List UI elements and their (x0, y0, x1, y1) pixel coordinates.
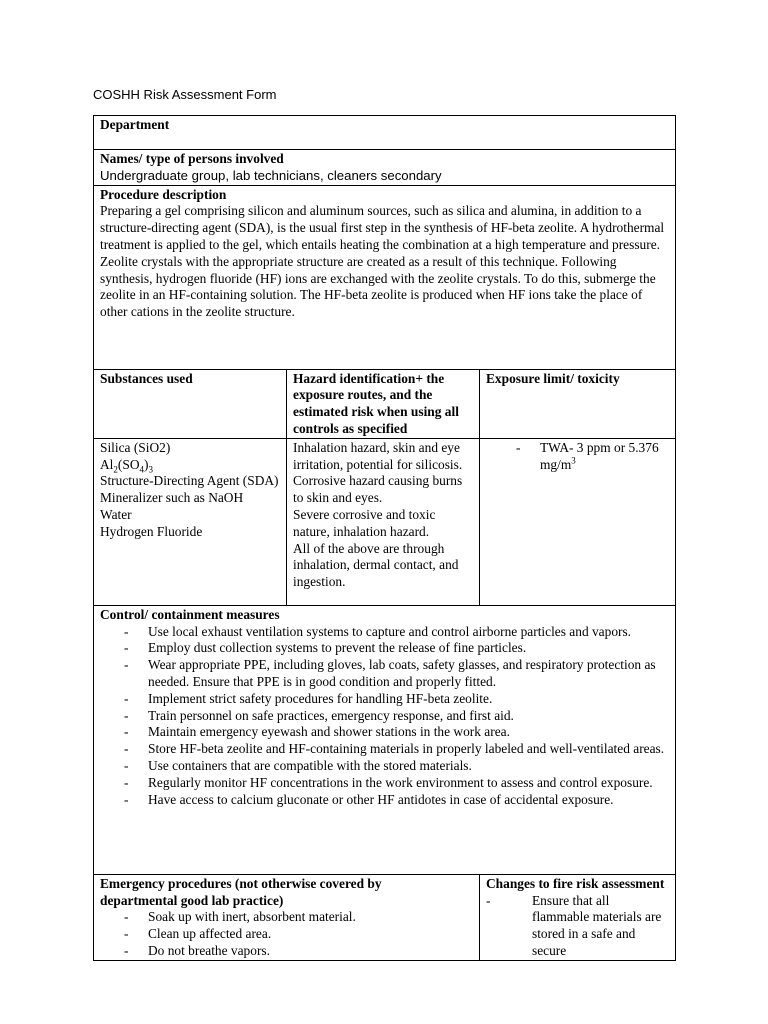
emergency-item: - Do not breathe vapors. (124, 943, 473, 960)
department-label: Department (100, 117, 170, 132)
emergency-label: Emergency procedures (not otherwise covered by departmental good lab practice) (100, 875, 382, 908)
control-item: - Maintain emergency eyewash and shower stations in the work area. (124, 724, 669, 741)
control-item: - Use local exhaust ventilation systems to capture and control airborne particles and vapors. (124, 624, 669, 641)
procedure-cell (94, 185, 676, 369)
control-item: - Have access to calcium gluconate or other HF antidotes in case of accidental exposure. (124, 792, 669, 809)
control-item: - Regularly monitor HF concentrations in the work environment to assess and control exposure. (124, 775, 669, 792)
substance-aluminium-sulfate (100, 457, 280, 474)
page-title: COSHH Risk Assessment Form (93, 87, 277, 102)
emergency-item: - Soak up with inert, absorbent material. (124, 909, 473, 926)
exposure-twa: TWA- 3 ppm or 5.376 mg/m (540, 439, 659, 472)
alum-sub-4: 4 (139, 464, 144, 475)
controls-cell (94, 605, 676, 874)
controls-label: Control/ containment measures (100, 606, 280, 622)
hazard-item: Corrosive hazard causing burns to skin and eyes. (293, 473, 463, 506)
emergency-list (100, 909, 473, 959)
hazard-item: Severe corrosive and toxic nature, inhalation hazard. (293, 506, 436, 539)
fire-label: Changes to fire risk assessment (486, 875, 665, 891)
hazard-item: Inhalation hazard, skin and eye irritation, potential for silicosis. (293, 439, 463, 472)
control-item: - Employ dust collection systems to prevent the release of fine particles. (124, 640, 669, 657)
substances-header: Substances used (94, 369, 287, 438)
alum-base: Al (100, 456, 114, 472)
control-item: - Implement strict safety procedures for handling HF-beta zeolite. (124, 691, 669, 708)
department-row (94, 116, 676, 150)
emergency-item: - Clean up affected area. (124, 926, 473, 943)
substances-cell (94, 438, 287, 605)
substance-water: Water (100, 506, 132, 522)
exposure-sup: 3 (571, 455, 576, 466)
persons-value: Undergraduate group, lab technicians, cleaners secondary (100, 167, 442, 183)
procedure-row (94, 185, 676, 369)
persons-label: Names/ type of persons involved (100, 151, 284, 166)
emergency-row (94, 874, 676, 960)
alum-mid: (SO (117, 456, 140, 472)
control-item: - Use containers that are compatible with the stored materials. (124, 758, 669, 775)
persons-cell (94, 150, 676, 186)
hazard-header: Hazard identification+ the exposure routes, and the estimated risk when using all controls as specified (287, 369, 480, 438)
fire-text: Ensure that all flammable materials are stored in a safe and secure (532, 892, 662, 958)
substance-sda: Structure-Directing Agent (SDA) (100, 473, 279, 489)
persons-row (94, 150, 676, 186)
controls-row (94, 605, 676, 874)
substance-silica: Silica (SiO2) (100, 439, 171, 455)
substances-header-row (94, 369, 676, 438)
exposure-list (486, 440, 669, 474)
substance-mineralizer: Mineralizer such as NaOH (100, 490, 244, 506)
exposure-item (516, 440, 669, 474)
fire-cell (480, 874, 676, 960)
fire-dash: - (486, 892, 491, 908)
procedure-label: Procedure description (100, 186, 227, 202)
control-item: - Train personnel on safe practices, emergency response, and first aid. (124, 708, 669, 725)
department-cell (94, 116, 676, 150)
controls-list (100, 624, 669, 809)
substance-hf: Hydrogen Fluoride (100, 523, 203, 539)
hazard-cell (287, 438, 480, 605)
procedure-text: Preparing a gel comprising silicon and aluminum sources, such as silica and alumina, in addition to a structure-directing agent (SDA), is the usual first step in the synthesis of HF-beta zeolite. A hydrothermal treatment is applied to the gel, which entails heating the combination at a high temperature and pressure. Zeolite crystals with the appropriate structure are created as a result of this technique. Following synthesis, hydrogen fluoride (HF) ions are exchanged with the zeolite crystals. To do this, submerge the zeolite in an HF-containing solution. The HF-beta zeolite is produced when HF ions take the place of other cations in the zeolite structure. (100, 203, 665, 320)
control-item: - Store HF-beta zeolite and HF-containing materials in properly labeled and well-ventilated areas. (124, 741, 669, 758)
alum-sub-3: 3 (148, 464, 153, 475)
control-item: - Wear appropriate PPE, including gloves, lab coats, safety glasses, and respiratory protection as needed. Ensure that PPE is in good condition and properly fitted. (124, 657, 669, 691)
substances-row (94, 438, 676, 605)
alum-close: ) (143, 456, 149, 472)
fire-item (486, 893, 669, 960)
exposure-header: Exposure limit/ toxicity (480, 369, 676, 438)
coshh-form-table (93, 115, 676, 961)
emergency-cell (94, 874, 480, 960)
alum-sub-2: 2 (113, 464, 118, 475)
hazard-item: All of the above are through inhalation, dermal contact, and ingestion. (293, 540, 459, 590)
exposure-cell (480, 438, 676, 605)
